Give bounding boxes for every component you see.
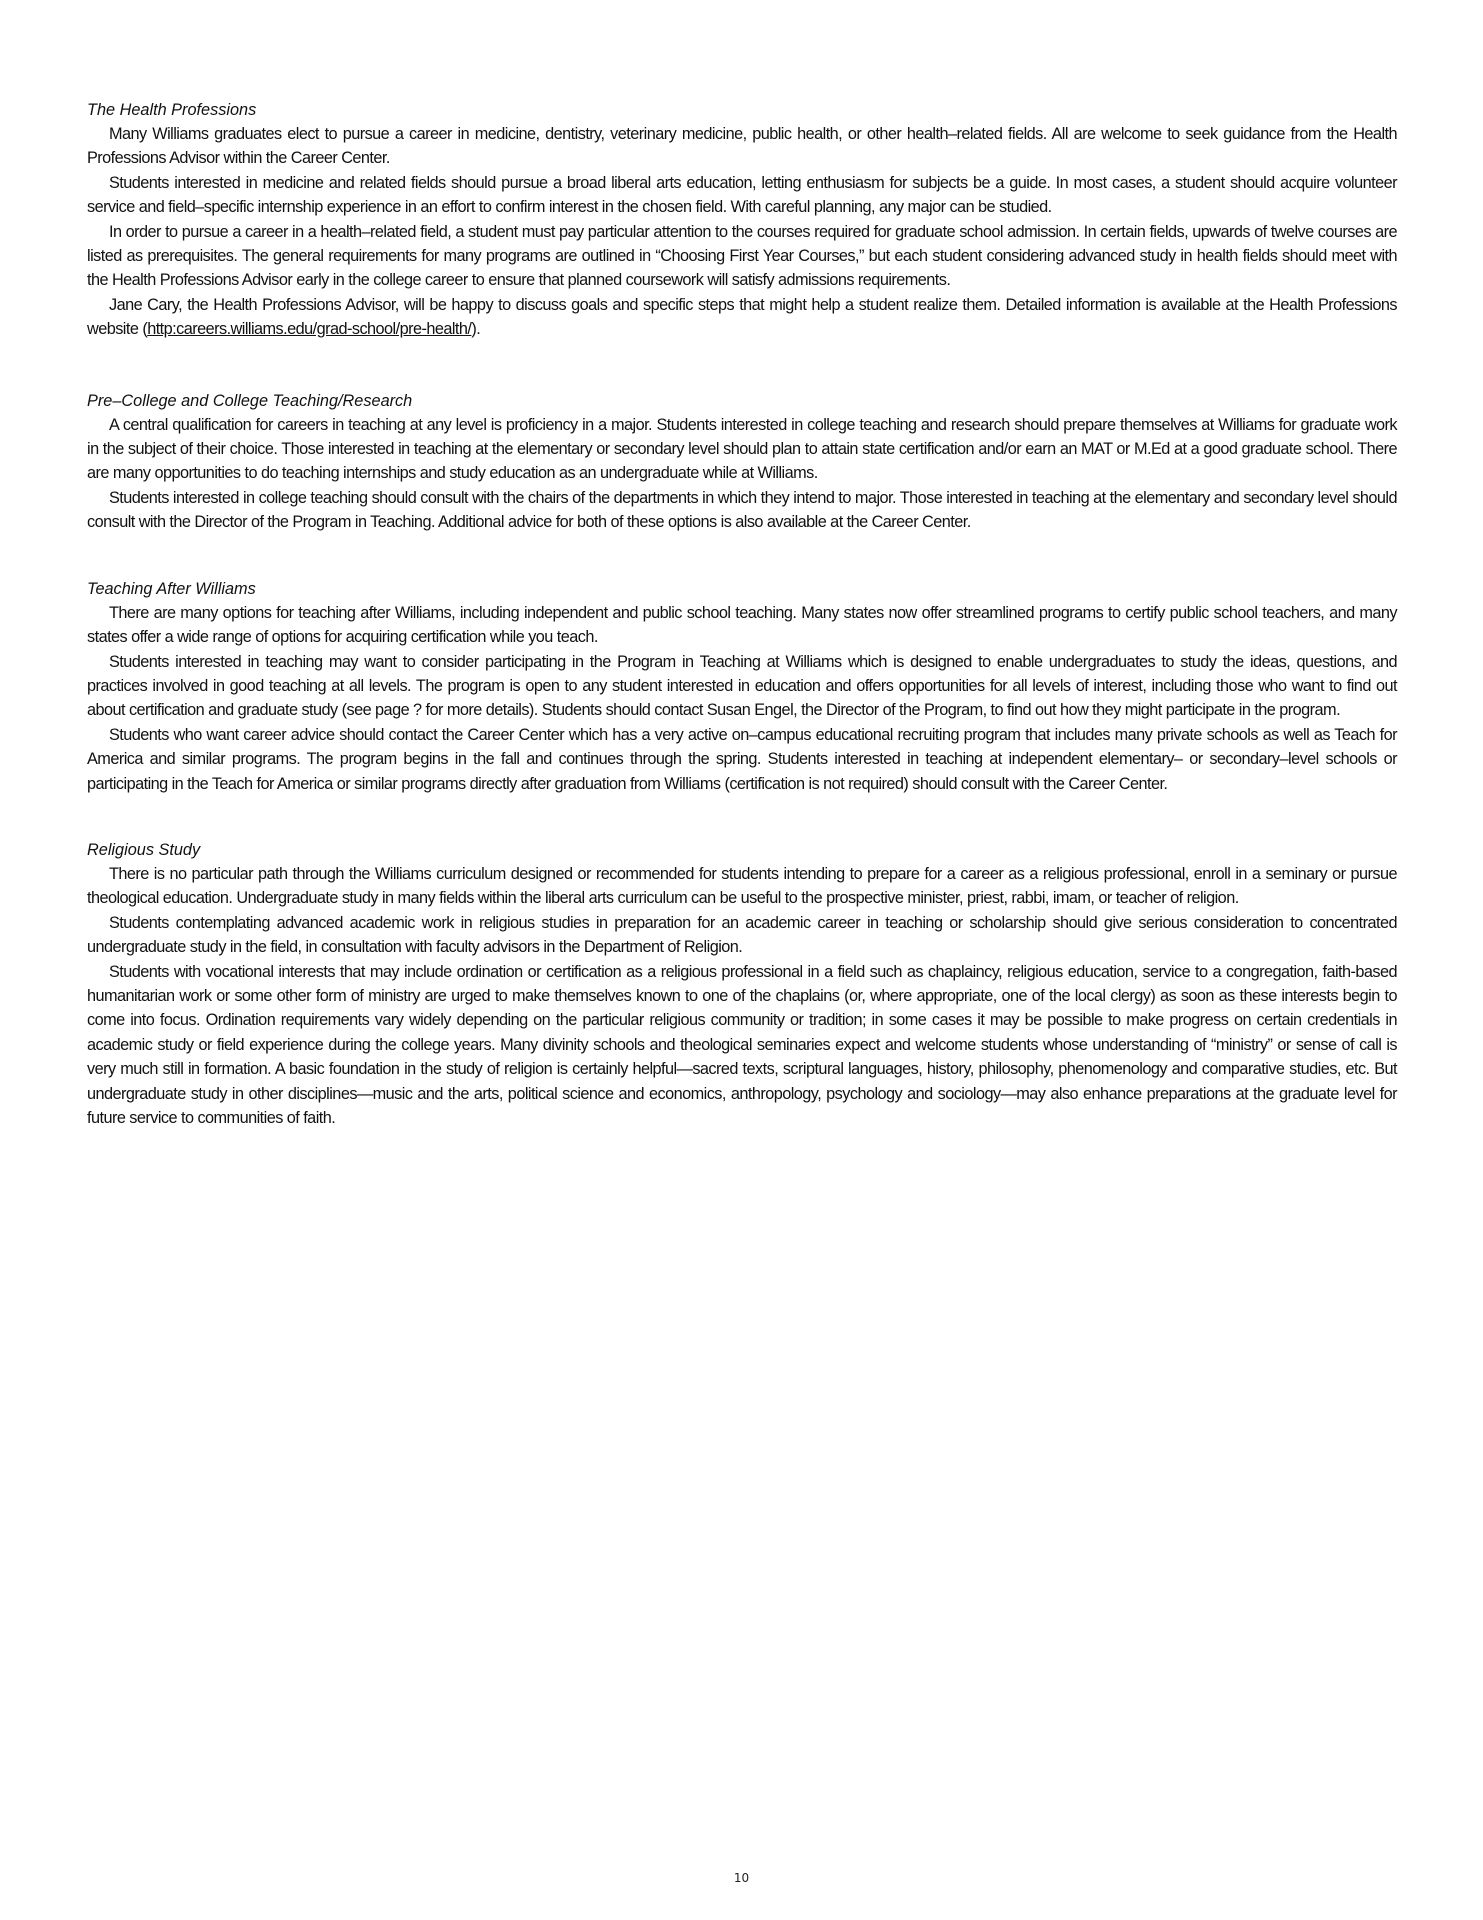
paragraph: Many Williams graduates elect to pursue a career in medicine, dentistry, veterinary medicine, public health, or other health–related fields. All are welcome to seek guidance from the Health Professions Advisor within the Career Center.	[87, 125, 1397, 168]
section-title: Pre–College and College Teaching/Research	[87, 391, 413, 410]
paragraph: In order to pursue a career in a health–related field, a student must pay particular attention to the courses required for graduate school admission. In certain fields, upwards of twelve courses are listed as prerequisites. The general requirements for many programs are outlined in “Choosing First Year Courses,” but each student considering advanced study in health fields should meet with the Health Professions Advisor early in the college career to ensure that planned coursework will satisfy admissions requirements.	[87, 222, 1397, 290]
paragraph: A central qualification for careers in teaching at any level is proficiency in a major. Students interested in college teaching and research should prepare themselves at Williams for graduate work in the subject of their choice. Those interested in teaching at the elementary or secondary level should plan to attain state certification and/or earn an MAT or M.Ed at a good graduate school. There are many opportunities to do teaching internships and study education as an undergraduate while at Williams.	[87, 415, 1397, 483]
section-title: Teaching After Williams	[87, 579, 256, 598]
page-number: 10	[733, 1871, 750, 1885]
paragraph: Students interested in medicine and related fields should pursue a broad liberal arts education, letting enthusiasm for subjects be a guide. In most cases, a student should acquire volunteer service and field–specific internship experience in an effort to confirm interest in the chosen field. With careful planning, any major can be studied.	[87, 173, 1397, 217]
section-title: The Health Professions	[87, 101, 257, 119]
paragraph: Students who want career advice should contact the Career Center which has a very active on–campus educational recruiting program that includes many private schools as well as Teach for America and similar programs. The program begins in the fall and continues through the spring. Students interested in teaching at independent elementary– or secondary–level schools or participating in the Teach for America or similar programs directly after graduation from Williams (certification is not required) should consult with the Career Center.	[87, 725, 1397, 793]
paragraph: Students interested in college teaching should consult with the chairs of the departments in which they intend to major. Those interested in teaching at the elementary and secondary level should consult with the Director of the Program in Teaching. Additional advice for both of these options is also available at the Career Center.	[87, 488, 1397, 532]
section-health-professions	[87, 98, 1397, 342]
paragraph	[87, 293, 1397, 342]
section-teaching-after-williams	[87, 577, 1397, 796]
paragraph: There are many options for teaching after Williams, including independent and public school teaching. Many states now offer streamlined programs to certify public school teachers, and many states offer a wide range of options for acquiring certification while you teach.	[87, 603, 1397, 647]
section-title: Religious Study	[87, 840, 201, 859]
paragraph: Students with vocational interests that may include ordination or certification as a religious professional in a field such as chaplaincy, religious education, service to a congregation, faith-based humanitarian work or some other form of ministry are urged to make themselves known to one of the chaplains (or, where appropriate, one of the local clergy) as soon as these interests begin to come into focus. Ordination requirements vary widely depending on the particular religious community or tradition; in some cases it may be possible to make progress on certain credentials in academic study or field experience during the college years. Many divinity schools and theological seminaries expect and welcome students whose understanding of “ministry” or sense of call is very much still in formation. A basic foundation in the study of religion is certainly helpful—sacred texts, scriptural languages, history, philosophy, phenomenology and comparative studies, etc. But undergraduate study in other disciplines—music and the arts, political science and economics, anthropology, psychology and sociology—may also enhance preparations at the graduate level for future service to communities of faith.	[87, 962, 1397, 1127]
paragraph-text: ).	[471, 320, 481, 339]
paragraph: Students contemplating advanced academic work in religious studies in preparation for an academic career in teaching or scholarship should give serious consideration to concentrated undergraduate study in the field, in consultation with faculty advisors in the Department of Religion.	[87, 913, 1397, 957]
paragraph: Students interested in teaching may want to consider participating in the Program in Teaching at Williams which is designed to enable undergraduates to study the ideas, questions, and practices involved in good teaching at all levels. The program is open to any student interested in education and offers opportunities for all levels of interest, including those who want to find out about certification and graduate study (see page ? for more details). Students should contact Susan Engel, the Director of the Program, to find out how they might participate in the program.	[87, 652, 1397, 720]
section-teaching-research	[87, 389, 1397, 535]
paragraph-text: Jane Cary, the Health Professions Advisor, will be happy to discuss goals and specific steps that might help a student realize them. Detailed information is available at the Health Professions website (	[87, 295, 1397, 339]
paragraph: There is no particular path through the Williams curriculum designed or recommended for students intending to prepare for a career as a religious professional, enroll in a seminary or pursue theological education. Undergraduate study in many fields within the liberal arts curriculum can be useful to the prospective minister, priest, rabbi, imam, or teacher of religion.	[87, 864, 1397, 908]
health-professions-website-link[interactable]: http:careers.williams.edu/grad-school/pre-health/	[147, 320, 472, 339]
section-religious-study	[87, 838, 1397, 1130]
document-page	[87, 98, 1397, 1157]
